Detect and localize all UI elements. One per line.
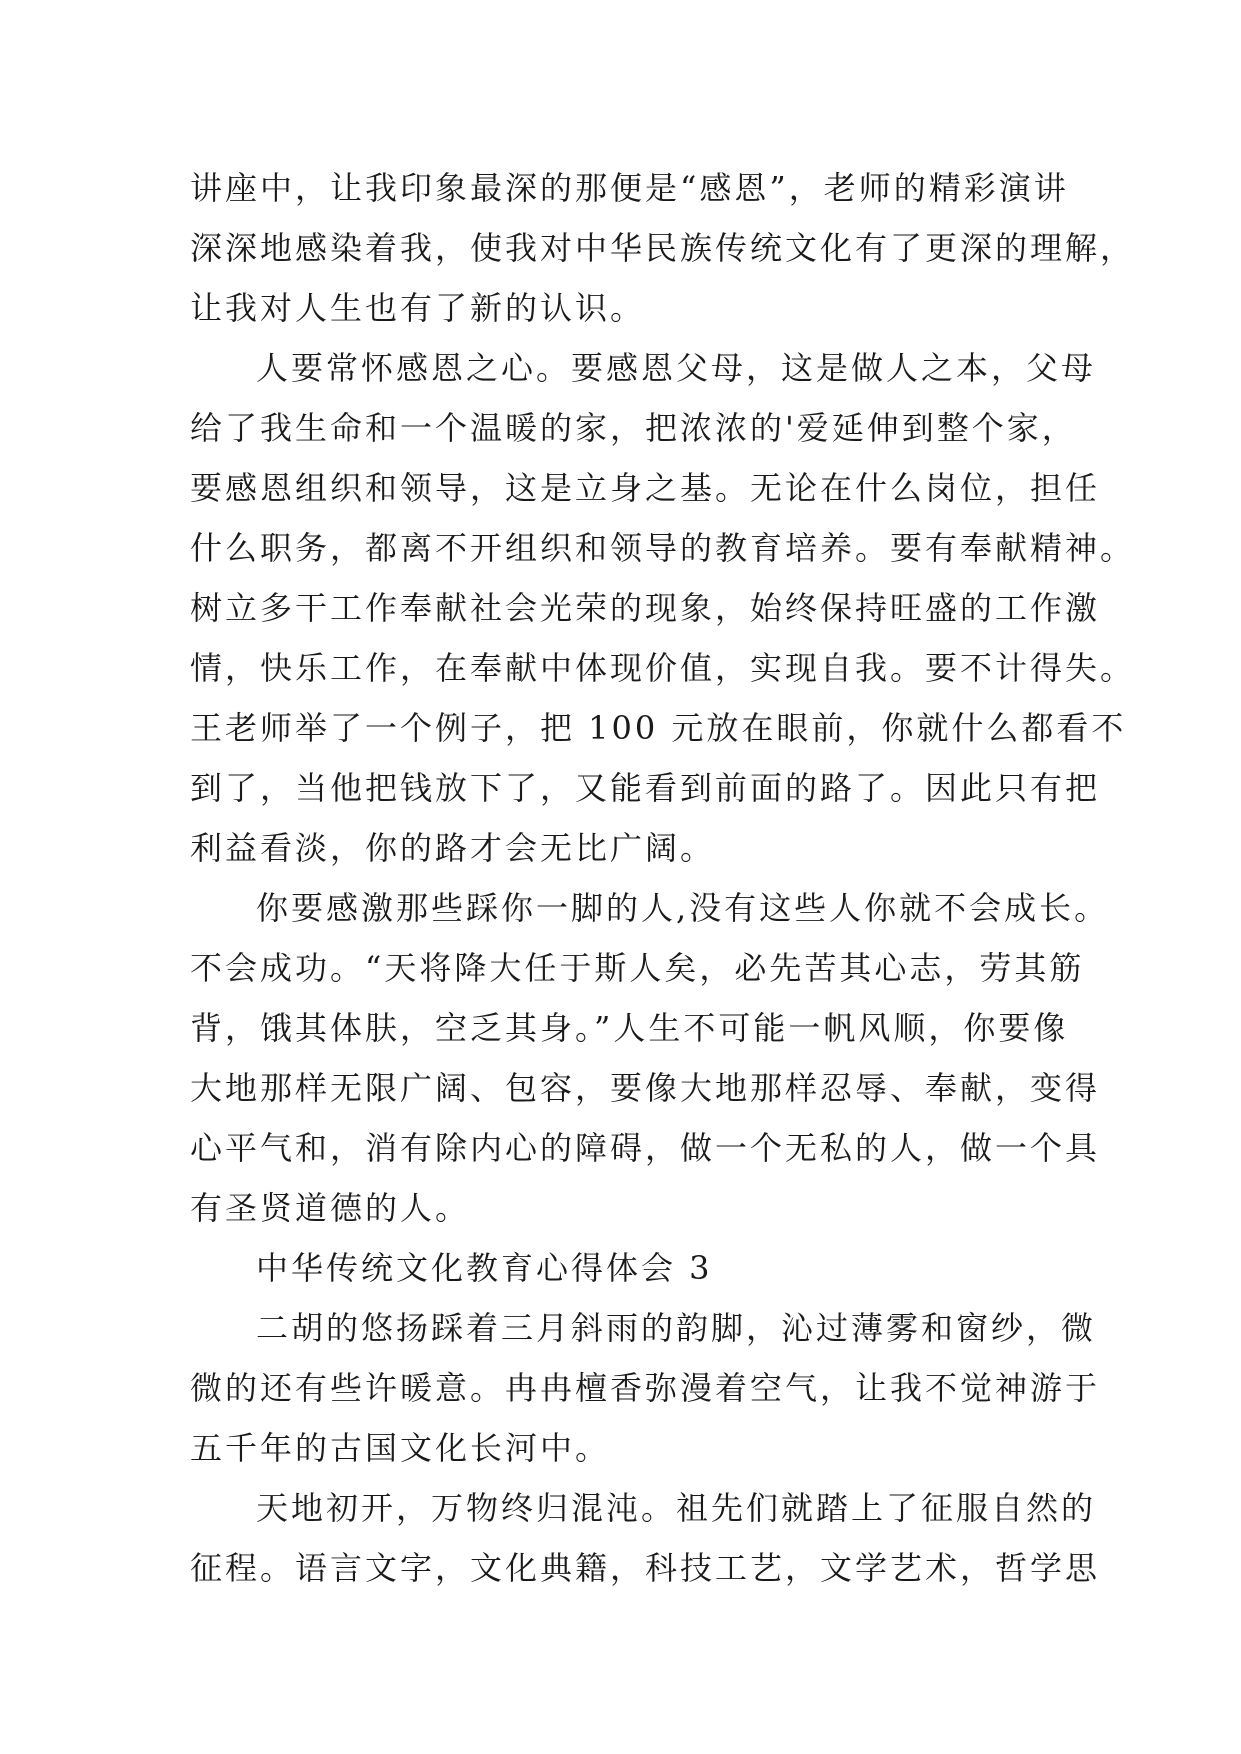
text-line: 你要感激那些踩你一脚的人,没有这些人你就不会成长。 bbox=[256, 889, 1110, 927]
text-line: 给了我生命和一个温暖的家，把浓浓的'爱延伸到整个家， bbox=[190, 409, 1077, 447]
text-line: 到了，当他把钱放下了，又能看到前面的路了。因此只有把 bbox=[190, 769, 1101, 807]
text-line: 什么职务，都离不开组织和领导的教育培养。要有奉献精神。 bbox=[190, 529, 1136, 567]
paragraph bbox=[190, 1238, 1070, 1298]
text-line: 二胡的悠扬踩着三月斜雨的韵脚，沁过薄雾和窗纱，微 bbox=[256, 1309, 1097, 1347]
paragraph bbox=[190, 1298, 1101, 1478]
text-line: 要感恩组织和领导，这是立身之基。无论在什么岗位，担任 bbox=[190, 469, 1101, 507]
text-line: 微的还有些许暖意。冉冉檀香弥漫着空气，让我不觉神游于 bbox=[190, 1369, 1101, 1407]
paragraph bbox=[190, 1478, 1101, 1598]
text-line: 五千年的古国文化长河中。 bbox=[190, 1429, 611, 1467]
text-line: 心平气和，消有除内心的障碍，做一个无私的人，做一个具 bbox=[190, 1129, 1101, 1167]
text-line: 讲座中，让我印象最深的那便是“感恩”，老师的精彩演讲 bbox=[190, 169, 1069, 207]
text-line: 王老师举了一个例子，把 100 元放在眼前，你就什么都看不 bbox=[190, 709, 1127, 747]
text-line: 背，饿其体肤，空乏其身。”人生不可能一帆风顺，你要像 bbox=[190, 1009, 1069, 1047]
paragraph bbox=[190, 878, 1110, 1238]
text-line: 中华传统文化教育心得体会 3 bbox=[256, 1249, 713, 1287]
paragraph bbox=[190, 338, 1136, 878]
text-line: 利益看淡，你的路才会无比广阔。 bbox=[190, 829, 716, 867]
text-line: 情，快乐工作，在奉献中体现价值，实现自我。要不计得失。 bbox=[190, 649, 1136, 687]
paragraph bbox=[190, 158, 1136, 338]
text-line: 有圣贤道德的人。 bbox=[190, 1189, 471, 1227]
text-line: 不会成功。“天将降大任于斯人矣，必先苦其心志，劳其筋 bbox=[190, 949, 1085, 987]
text-line: 大地那样无限广阔、包容，要像大地那样忍辱、奉献，变得 bbox=[190, 1069, 1101, 1107]
text-line: 征程。语言文字，文化典籍，科技工艺，文学艺术，哲学思 bbox=[190, 1549, 1101, 1587]
text-line: 深深地感染着我，使我对中华民族传统文化有了更深的理解， bbox=[190, 229, 1136, 267]
text-line: 让我对人生也有了新的认识。 bbox=[190, 289, 646, 327]
text-line: 树立多干工作奉献社会光荣的现象，始终保持旺盛的工作激 bbox=[190, 589, 1101, 627]
text-line: 人要常怀感恩之心。要感恩父母，这是做人之本，父母 bbox=[256, 349, 1097, 387]
document-body bbox=[190, 158, 1136, 1598]
text-line: 天地初开，万物终归混沌。祖先们就踏上了征服自然的 bbox=[256, 1489, 1097, 1527]
